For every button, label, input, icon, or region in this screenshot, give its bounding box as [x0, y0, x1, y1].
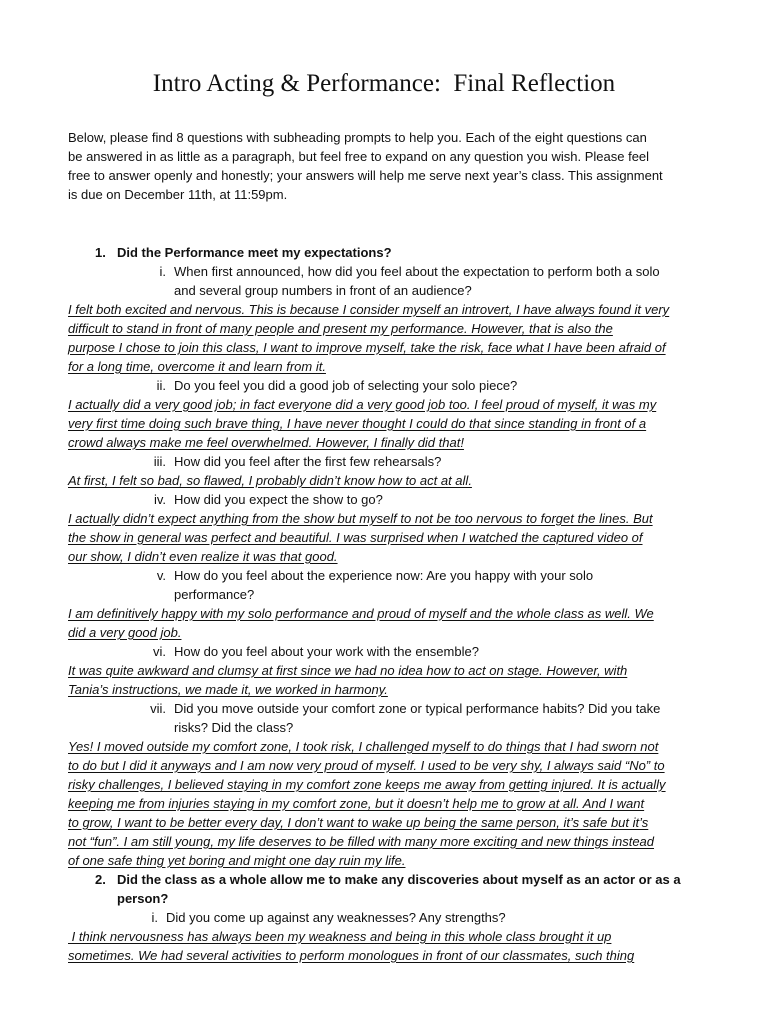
subquestion-numeral: i. — [159, 264, 166, 279]
subquestion-numeral: iii. — [153, 454, 166, 469]
subquestion-text-continued: risks? Did the class? — [174, 720, 294, 735]
question-text: Did the class as a whole allow me to make any discoveries about myself as an actor or as a — [117, 872, 681, 887]
subquestion-numeral: v. — [156, 568, 166, 583]
document-title: Intro Acting & Performance: Final Reflection — [152, 70, 616, 97]
intro-line: is due on December 11th, at 11:59pm. — [68, 187, 288, 202]
answer-line: to grow, I want to be better every day, I don’t want to wake up being the same person, it’s safe but it’s — [68, 815, 649, 830]
subquestion-text-continued: and several group numbers in front of an audience? — [174, 283, 472, 298]
question-1-heading — [68, 243, 708, 262]
question-number: 1. — [95, 245, 106, 260]
subquestion-numeral: vii. — [150, 701, 166, 716]
answer-line: of one safe thing yet boring and might one day ruin my life. — [68, 853, 406, 868]
subquestion-text: Did you move outside your comfort zone or typical performance habits? Did you take — [174, 701, 661, 716]
answer-line: to do but I did it anyways and I am now very proud of myself. I used to be very shy, I always said “No” to — [68, 758, 665, 773]
subquestion-numeral: vi. — [153, 644, 166, 659]
subquestion-ii — [68, 376, 708, 395]
answer-line: the show in general was perfect and beautiful. I was surprised when I watched the captured video of — [68, 530, 643, 545]
answer-line: Yes! I moved outside my comfort zone, I took risk, I challenged myself to do things that I had sworn not — [68, 739, 659, 754]
subquestion-text-continued: performance? — [174, 587, 255, 602]
answer-line: for a long time, overcome it and learn from it. — [68, 359, 326, 374]
answer-line: I actually didn’t expect anything from the show but myself to not be too nervous to forget the lines. But — [68, 511, 653, 526]
answer-line: At first, I felt so bad, so flawed, I probably didn’t know how to act at all. — [68, 473, 472, 488]
question-text: Did the Performance meet my expectations? — [117, 245, 392, 260]
subquestion-text: Did you come up against any weaknesses? Any strengths? — [166, 910, 506, 925]
subquestion-numeral: iv. — [153, 492, 166, 507]
answer-line: It was quite awkward and clumsy at first since we had no idea how to act on stage. However, with — [68, 663, 628, 678]
subquestion-text: Do you feel you did a good job of selecting your solo piece? — [174, 378, 518, 393]
answer-line: crowd always make me feel overwhelmed. However, I finally did that! — [68, 435, 464, 450]
answer-line: keeping me from injuries staying in my comfort zone, but it doesn’t help me to grow at all. And I want — [68, 796, 645, 811]
intro-line: Below, please find 8 questions with subheading prompts to help you. Each of the eight questions can — [68, 130, 647, 145]
answer-line: I actually did a very good job; in fact everyone did a very good job too. I feel proud of myself, it was my — [68, 397, 657, 412]
answer-line: purpose I chose to join this class, I want to improve myself, take the risk, face what I have been afraid of — [68, 340, 666, 355]
answer-line: our show, I didn’t even realize it was that good. — [68, 549, 338, 564]
answer-line: Tania’s instructions, we made it, we worked in harmony. — [68, 682, 388, 697]
question-2-heading — [68, 870, 708, 889]
question-number: 2. — [95, 872, 106, 887]
subquestion-numeral: ii. — [156, 378, 166, 393]
subquestion-text: When first announced, how did you feel about the expectation to perform both a solo — [174, 264, 660, 279]
question-text-continued: person? — [117, 891, 169, 906]
subquestion-i — [68, 908, 708, 927]
answer-line: very first time doing such brave thing, I have never thought I could do that since standing in front of a — [68, 416, 647, 431]
subquestion-text: How did you expect the show to go? — [174, 492, 383, 507]
intro-line: free to answer openly and honestly; your answers will help me serve next year’s class. This assignment — [68, 168, 663, 183]
answer-line: not “fun”. I am still young, my life deserves to be filled with many more exciting and new things instead — [68, 834, 655, 849]
answer-line: I think nervousness has always been my weakness and being in this whole class brought it up — [68, 929, 612, 944]
intro-line: be answered in as little as a paragraph, but feel free to expand on any question you wish. Please feel — [68, 149, 650, 164]
subquestion-iii — [68, 452, 708, 471]
answer-line: sometimes. We had several activities to perform monologues in front of our classmates, such thing — [68, 948, 635, 963]
answer-line: did a very good job. — [68, 625, 182, 640]
subquestion-text: How do you feel about the experience now: Are you happy with your solo — [174, 568, 594, 583]
answer-line: difficult to stand in front of many people and present my performance. However, that is also the — [68, 321, 613, 336]
subquestion-vii — [68, 699, 708, 718]
subquestion-i — [68, 262, 708, 281]
subquestion-numeral: i. — [151, 910, 158, 925]
subquestion-vi — [68, 642, 708, 661]
answer-line: I am definitively happy with my solo performance and proud of myself and the whole class as well. We — [68, 606, 654, 621]
subquestion-v — [68, 566, 708, 585]
subquestion-text: How did you feel after the first few rehearsals? — [174, 454, 442, 469]
questions-section — [68, 243, 708, 965]
answer-line: risky challenges, I believed staying in my comfort zone keeps me away from getting injured. It is actually — [68, 777, 666, 792]
intro-paragraph — [68, 128, 708, 204]
answer-line: I felt both excited and nervous. This is because I consider myself an introvert, I have always found it very — [68, 302, 670, 317]
subquestion-iv — [68, 490, 708, 509]
subquestion-text: How do you feel about your work with the ensemble? — [174, 644, 479, 659]
